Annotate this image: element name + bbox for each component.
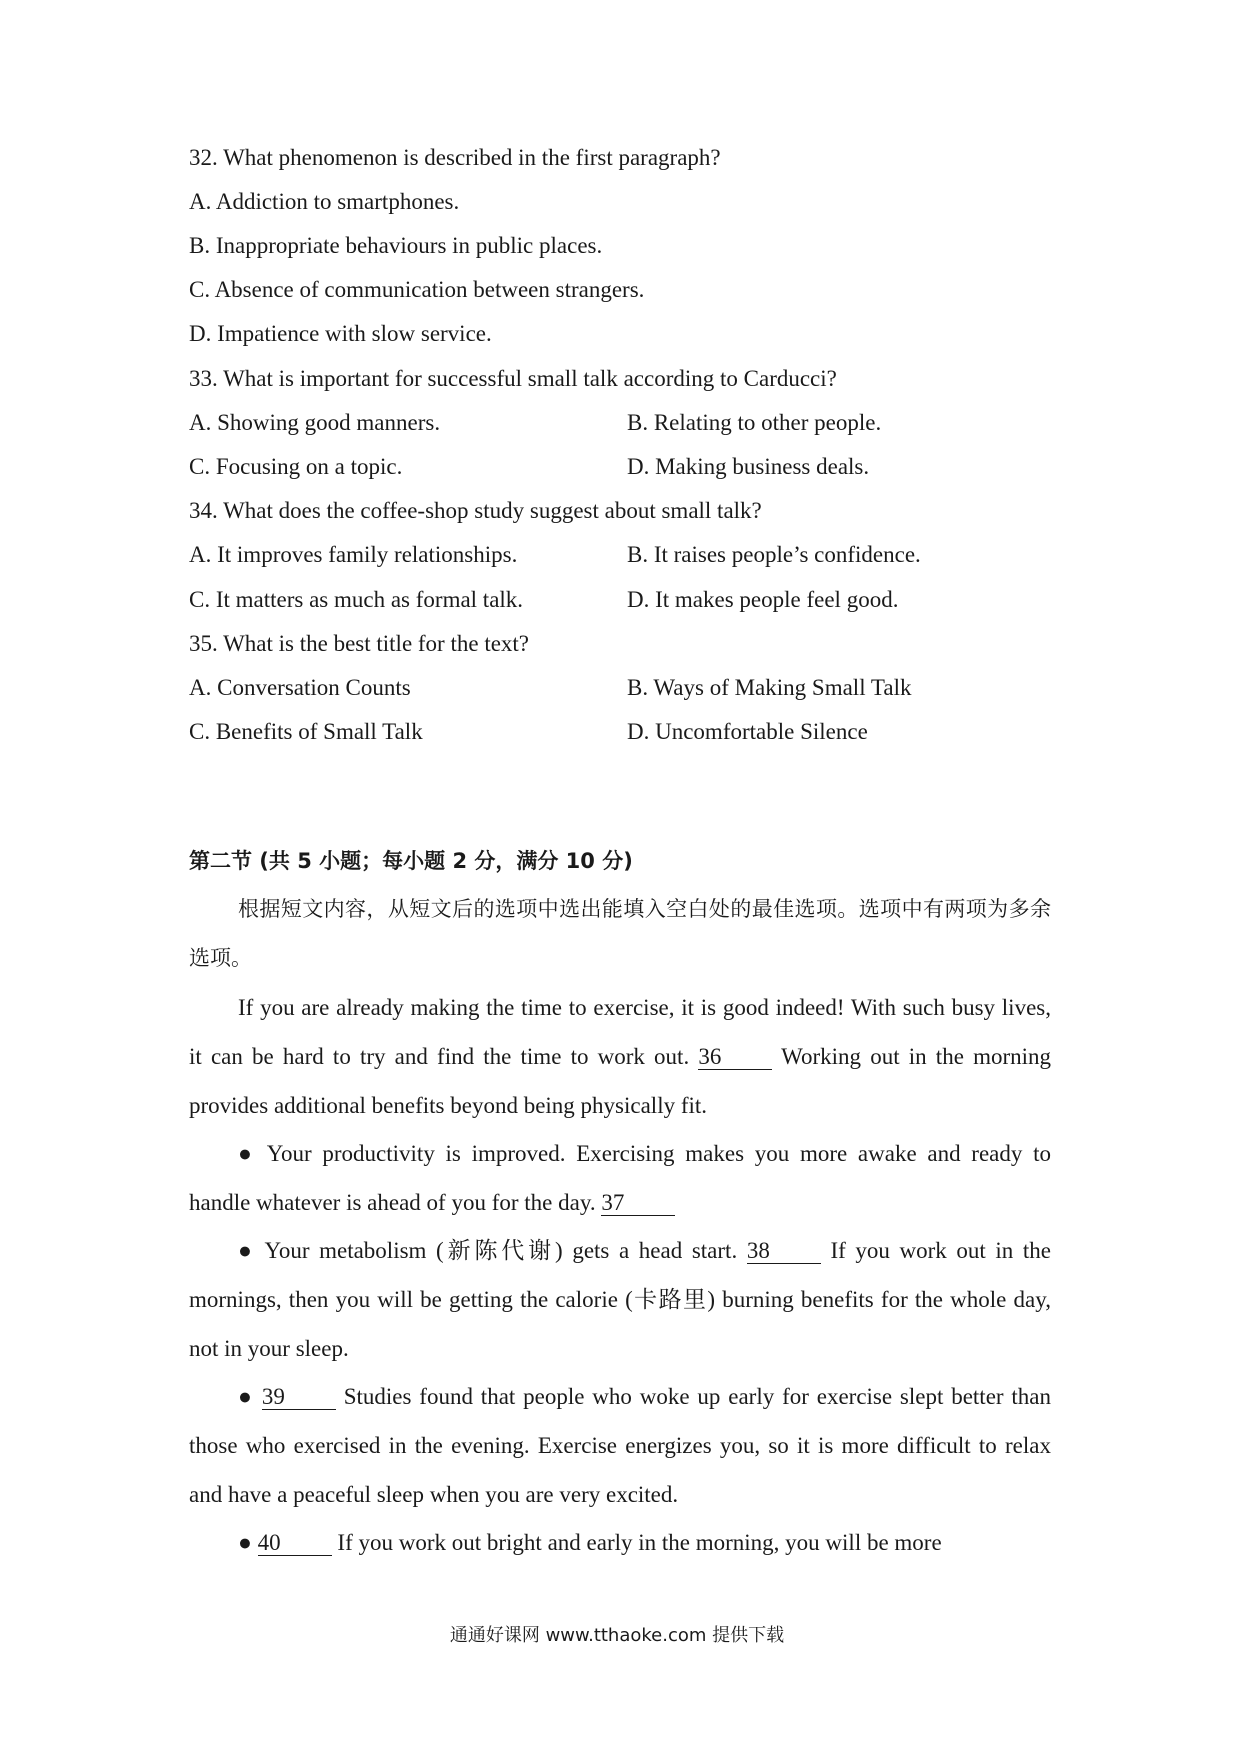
p38-text-before: Your metabolism (新陈代谢) gets a head start. [264,1238,738,1263]
question-35-option-c: C. Benefits of Small Talk [189,719,423,744]
bullet-icon: ● [238,1238,256,1263]
bullet-icon: ● [238,1530,252,1555]
section-instruction [189,885,1051,983]
question-35-stem: 35. What is the best title for the text? [189,631,530,656]
p38-text-after: If you work out in the mornings, then you will be getting the calorie (卡路里) burning benefits for the whole day, not in your sleep. [189,1238,1052,1361]
question-35-option-d: D. Uncomfortable Silence [627,719,868,744]
intro-text-before: If you are already making the time to exercise, it is good indeed! With such busy lives, it can be hard to try and find the time to work out. [189,995,1051,1069]
instruction-text: 根据短文内容，从短文后的选项中选出能填入空白处的最佳选项。选项中有两项为多余选项。 [189,897,1051,970]
passage-intro [189,983,1051,1130]
question-34-option-b: B. It raises people’s confidence. [627,542,921,567]
blank-37: 37 [601,1191,675,1216]
question-34-option-d: D. It makes people feel good. [627,587,899,612]
question-32-option-c: C. Absence of communication between strangers. [189,277,645,302]
blank-36: 36 [698,1045,772,1070]
p39-text-after: Studies found that people who woke up early for exercise slept better than those who exercised in the evening. Exercise energizes you, so it is more difficult to relax and have a peaceful sleep when you are very excited. [189,1384,1052,1507]
question-35-option-a: A. Conversation Counts [189,675,411,700]
bullet-paragraph-37 [189,1129,1051,1227]
question-33-option-b: B. Relating to other people. [627,410,882,435]
section-heading: 第二节 (共 5 小题；每小题 2 分，满分 10 分) [189,849,633,873]
question-35-option-b: B. Ways of Making Small Talk [627,675,912,700]
question-34-option-c: C. It matters as much as formal talk. [189,587,524,612]
blank-38: 38 [747,1239,821,1264]
bullet-paragraph-38 [189,1226,1051,1373]
question-33-option-d: D. Making business deals. [627,454,870,479]
p37-text: Your productivity is improved. Exercising makes you more awake and ready to handle whatever is ahead of you for the day. [189,1141,1051,1215]
question-32-option-d: D. Impatience with slow service. [189,321,492,346]
page-footer: 通通好课网 www.tthaoke.com 提供下载 [449,1625,785,1646]
question-32-stem: 32. What phenomenon is described in the first paragraph? [189,145,721,170]
question-33-stem: 33. What is important for successful small talk according to Carducci? [189,366,837,391]
intro-text-after: Working out in the morning provides additional benefits beyond being physically fit. [189,1044,1052,1118]
bullet-paragraph-40 [189,1518,1051,1567]
question-34-option-a: A. It improves family relationships. [189,542,518,567]
bullet-paragraph-39 [189,1372,1051,1519]
question-32-option-b: B. Inappropriate behaviours in public places. [189,233,603,258]
question-34-stem: 34. What does the coffee-shop study suggest about small talk? [189,498,762,523]
blank-40: 40 [258,1531,332,1556]
p40-text-after: If you work out bright and early in the morning, you will be more [337,1530,942,1555]
question-32-option-a: A. Addiction to smartphones. [189,189,460,214]
bullet-icon: ● [238,1141,257,1166]
question-33-option-c: C. Focusing on a topic. [189,454,403,479]
blank-39: 39 [262,1385,336,1410]
bullet-icon: ● [238,1384,254,1409]
question-33-option-a: A. Showing good manners. [189,410,441,435]
